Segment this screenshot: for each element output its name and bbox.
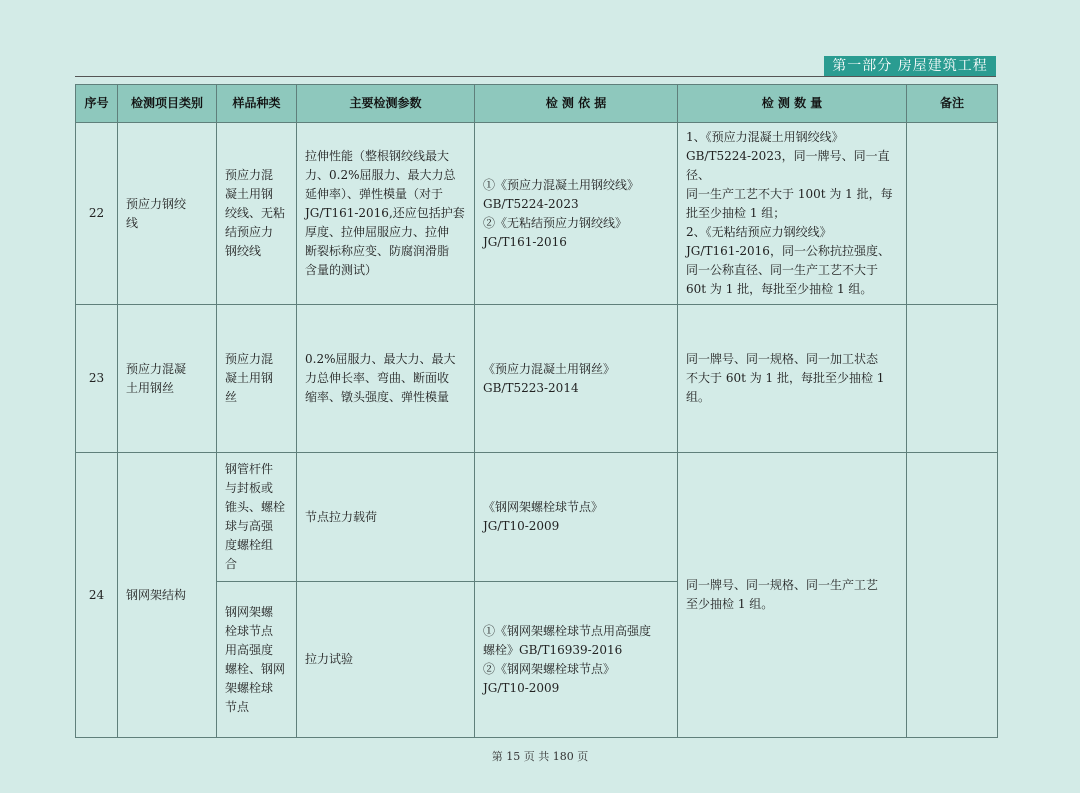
col-header-quantity: 检 测 数 量: [678, 85, 907, 123]
row-params: 拉力试验: [297, 582, 475, 738]
header-rule: [75, 76, 996, 77]
table-row: [76, 453, 998, 582]
col-header-category: 检测项目类别: [118, 85, 217, 123]
row-category: 预应力混凝 土用钢丝: [118, 305, 217, 453]
table-row: [76, 123, 998, 305]
row-number: 24: [76, 453, 118, 738]
section-label: 第一部分 房屋建筑工程: [824, 56, 996, 76]
row-number: 23: [76, 305, 118, 453]
row-remark: [907, 123, 998, 305]
row-remark: [907, 453, 998, 738]
row-params: 节点拉力载荷: [297, 453, 475, 582]
col-header-number: 序号: [76, 85, 118, 123]
row-quantity: 同一牌号、同一规格、同一生产工艺 至少抽检 1 组。: [678, 453, 907, 738]
table-row: [76, 305, 998, 453]
row-basis: ①《预应力混凝土用钢绞线》 GB/T5224-2023 ②《无粘结预应力钢绞线》 JG/T161-2016: [475, 123, 678, 305]
inspection-table: [75, 84, 998, 738]
col-header-sample: 样品种类: [217, 85, 297, 123]
row-sample: 预应力混 凝土用钢 绞线、无粘 结预应力 钢绞线: [217, 123, 297, 305]
row-basis: 《预应力混凝土用钢丝》 GB/T5223-2014: [475, 305, 678, 453]
table-header-row: [76, 85, 998, 123]
row-params: 0.2%屈服力、最大力、最大 力总伸长率、弯曲、断面收 缩率、镦头强度、弹性模量: [297, 305, 475, 453]
row-sample: 钢管杆件 与封板或 锥头、螺栓 球与高强 度螺栓组 合: [217, 453, 297, 582]
row-quantity: 1、《预应力混凝土用钢绞线》 GB/T5224-2023，同一牌号、同一直径、 同一生产工艺不大于 100t 为 1 批，每 批至少抽检 1 组； 2、《无粘结预应力钢绞线》 JG/T161-2016，同一公称抗拉强度、 同一公称直径、同一生产工艺不大于 60t 为 1 批，每批至少抽检 1 组。: [678, 123, 907, 305]
row-params: 拉伸性能（整根钢绞线最大 力、0.2%屈服力、最大力总 延伸率）、弹性模量（对于 JG/T161-2016,还应包括护套 厚度、拉伸屈服应力、拉伸 断裂标称应变、防腐润滑脂 含量的测试）: [297, 123, 475, 305]
page-number: 第 15 页 共 180 页: [491, 750, 589, 763]
row-basis: ①《钢网架螺栓球节点用高强度 螺栓》GB/T16939-2016 ②《钢网架螺栓球节点》 JG/T10-2009: [475, 582, 678, 738]
col-header-remark: 备注: [907, 85, 998, 123]
row-category: 钢网架结构: [118, 453, 217, 738]
row-remark: [907, 305, 998, 453]
row-sample: 预应力混 凝土用钢 丝: [217, 305, 297, 453]
row-basis: 《钢网架螺栓球节点》 JG/T10-2009: [475, 453, 678, 582]
row-quantity: 同一牌号、同一规格、同一加工状态 不大于 60t 为 1 批，每批至少抽检 1 组。: [678, 305, 907, 453]
row-sample: 钢网架螺 栓球节点 用高强度 螺栓、钢网 架螺栓球 节点: [217, 582, 297, 738]
row-category: 预应力钢绞 线: [118, 123, 217, 305]
row-number: 22: [76, 123, 118, 305]
col-header-basis: 检 测 依 据: [475, 85, 678, 123]
col-header-params: 主要检测参数: [297, 85, 475, 123]
